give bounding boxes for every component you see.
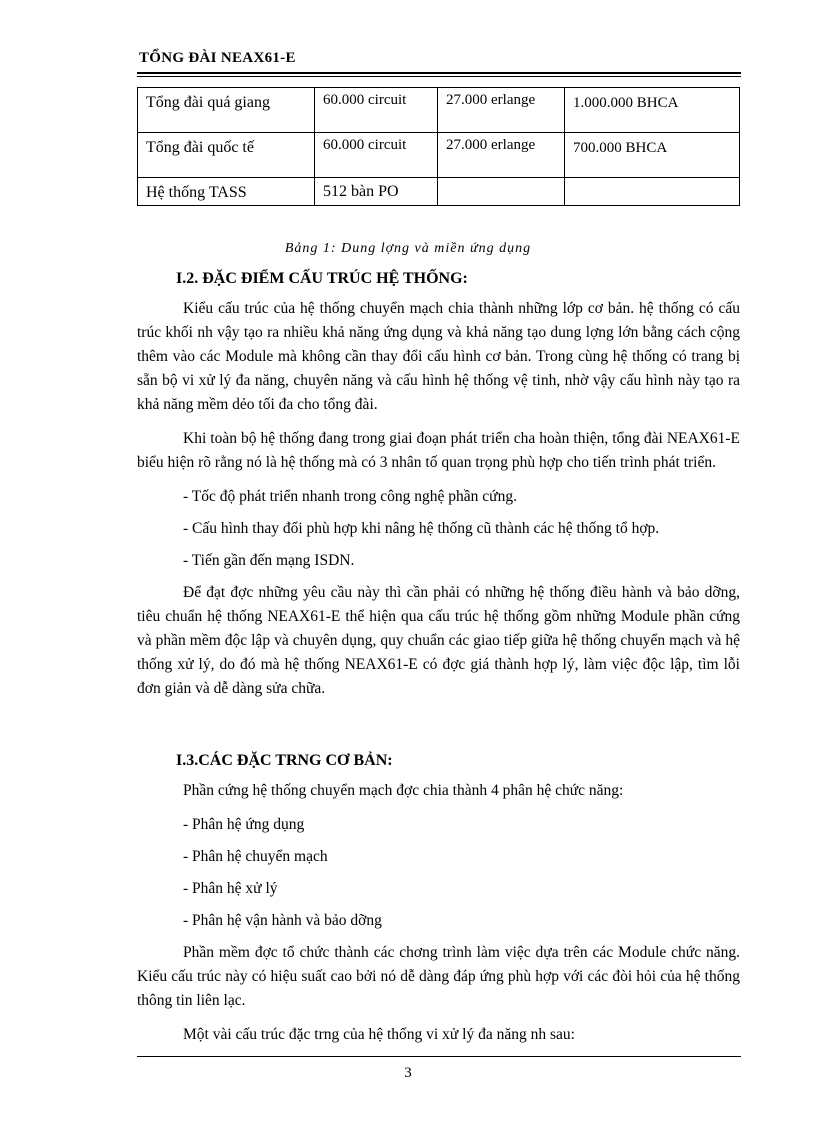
- paragraph: Kiểu cấu trúc của hệ thống chuyển mạch chia thành những lớp cơ bản. hệ thống có cấu trúc khối nh vậy tạo ra nhiều khả năng ứng dụng và khả năng tạo dung lợng lớn bằng cách cộng thêm vào các Module mà không cần thay đổi cấu hình cơ bản. Trong cùng hệ thống có trang bị sẵn bộ vi xử lý đa năng, chuyên năng và cấu hình hệ thống vệ tinh, nhờ vậy cấu hình này tạo ra khả năng mềm dẻo tối đa cho tổng đài.: [137, 300, 740, 413]
- table-cell: [438, 178, 565, 206]
- list-item: - Phân hệ vận hành và bảo dỡng: [183, 912, 382, 929]
- table-cell: 27.000 erlange: [438, 133, 565, 178]
- list-item: - Tiến gần đến mạng ISDN.: [183, 552, 355, 569]
- section-1-body: [137, 297, 740, 711]
- paragraph: Khi toàn bộ hệ thống đang trong giai đoạn phát triển cha hoàn thiện, tổng đài NEAX61-E biểu hiện rõ rằng nó là hệ thống mà có 3 nhân tố quan trọng phù hợp cho tiến trình phát triển.: [137, 430, 740, 471]
- table-caption: Bảng 1: Dung lợng và miền ứng dụng: [284, 241, 532, 256]
- table-cell: 700.000 BHCA: [565, 133, 740, 178]
- table-cell: Tổng đài quốc tế: [138, 133, 315, 178]
- list-item: - Tốc độ phát triển nhanh trong công nghệ phần cứng.: [183, 488, 517, 505]
- list-item: - Phân hệ xử lý: [183, 880, 278, 897]
- table-cell: [565, 178, 740, 206]
- list-item: - Cấu hình thay đổi phù hợp khi nâng hệ thống cũ thành các hệ thống tổ hợp.: [183, 520, 660, 537]
- list-item: - Phân hệ ứng dụng: [183, 816, 305, 833]
- capacity-table: [137, 87, 740, 206]
- table-row: [138, 88, 740, 133]
- table-row: [138, 133, 740, 178]
- section-2-body: [137, 779, 740, 1057]
- header-title: TỔNG ĐÀI NEAX61-E: [139, 50, 296, 66]
- header-rule-thick: [137, 72, 741, 74]
- section-heading: I.3.CÁC ĐẶC TRNG CƠ BẢN:: [176, 752, 393, 769]
- table-cell: 1.000.000 BHCA: [565, 88, 740, 133]
- table-cell: Hệ thống TASS: [138, 178, 315, 206]
- section-heading: I.2. ĐẶC ĐIỂM CẤU TRÚC HỆ THỐNG:: [176, 270, 468, 287]
- table-cell: 60.000 circuit: [315, 133, 438, 178]
- header-rule-thin: [137, 76, 741, 77]
- paragraph: Phần cứng hệ thống chuyển mạch đợc chia thành 4 phân hệ chức năng:: [183, 782, 624, 799]
- table-cell: 512 bàn PO: [315, 178, 438, 206]
- table-row: [138, 178, 740, 206]
- footer-rule: [137, 1056, 741, 1057]
- paragraph: Phần mềm đợc tổ chức thành các chơng trình làm việc dựa trên các Module chức năng. Kiểu cấu trúc này có hiệu suất cao bởi nó dễ dàng đáp ứng phù hợp với các đòi hỏi của hệ thống thông tin liên lạc.: [137, 944, 740, 1009]
- table-cell: Tổng đài quá giang: [138, 88, 315, 133]
- table-cell: 60.000 circuit: [315, 88, 438, 133]
- paragraph: Để đạt đợc những yêu cầu này thì cần phải có những hệ thống điều hành và bảo dỡng, tiêu chuẩn hệ thống NEAX61-E thể hiện qua cấu trúc hệ thống gồm những Module phần cứng và phần mềm độc lập và chuyên dụng, quy chuẩn các giao tiếp giữa hệ thống chuyển mạch và hệ thống xử lý, do đó mà hệ thống NEAX61-E có đợc giá thành hợp lý, làm việc độc lập, tìm lỗi đơn giản và dễ dàng sửa chữa.: [137, 584, 740, 697]
- page-number: 3: [404, 1065, 412, 1081]
- table-cell: 27.000 erlange: [438, 88, 565, 133]
- paragraph: Một vài cấu trúc đặc trng của hệ thống vi xử lý đa năng nh sau:: [183, 1026, 575, 1043]
- list-item: - Phân hệ chuyển mạch: [183, 848, 328, 865]
